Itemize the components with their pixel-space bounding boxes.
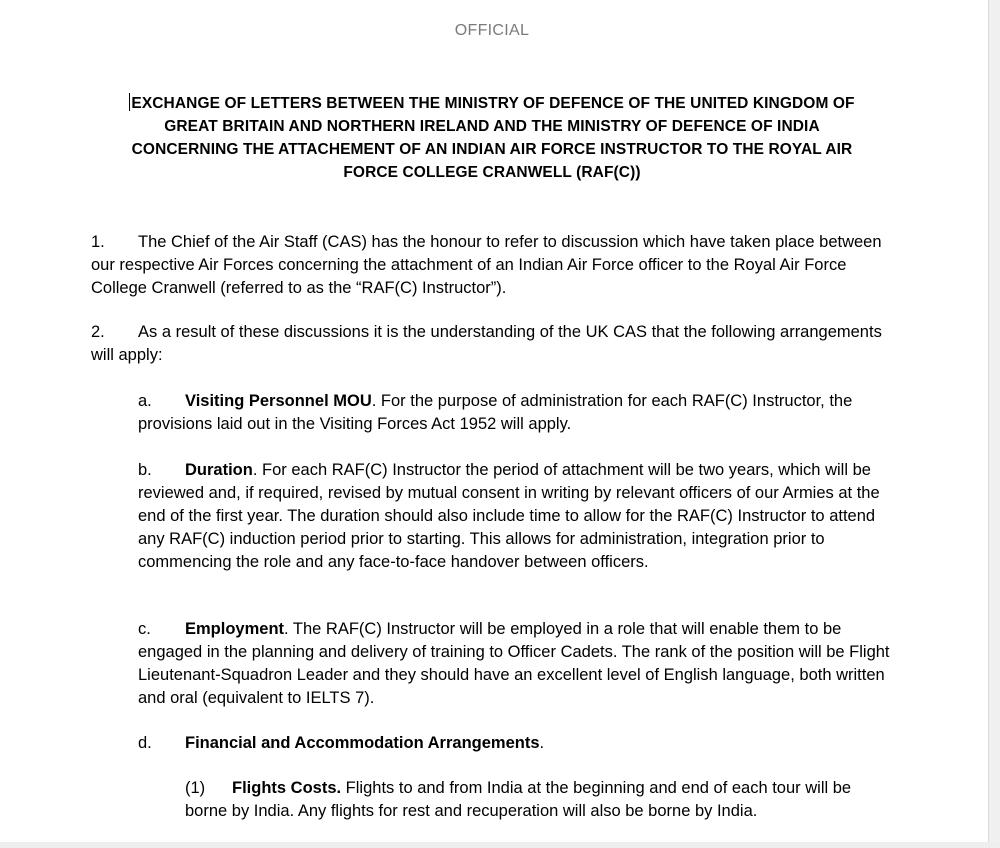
paragraph-text: As a result of these discussions it is the understanding of the UK CAS that the following arrangements will apply: xyxy=(91,323,882,364)
vertical-scrollbar[interactable] xyxy=(989,0,1000,848)
page-gap xyxy=(0,842,1000,848)
subparagraph-letter: b. xyxy=(138,461,152,479)
paragraph-text: The Chief of the Air Staff (CAS) has the honour to refer to discussion which have taken place between our respective Air Forces concerning the attachment of an Indian Air Force officer to the Royal Air Force College Cranwell (referred to as the “RAF(C) Instructor”). xyxy=(91,233,882,297)
subparagraph-letter: d. xyxy=(138,734,152,752)
subparagraph-d xyxy=(138,732,898,755)
subsubparagraph-text: Flights to and from India at the beginning and end of each tour will be borne by India. Any flights for rest and recuperation will also be borne by India. xyxy=(185,779,852,820)
subparagraph-a xyxy=(138,390,898,436)
subparagraph-text: . For the purpose of administration for each RAF(C) Instructor, the provisions laid out in the Visiting Forces Act 1952 will apply. xyxy=(138,392,853,433)
subsubparagraph-number: (1) xyxy=(185,779,206,797)
subsubparagraph-heading: Flights Costs. xyxy=(232,779,342,797)
subparagraph-b xyxy=(138,459,898,574)
subparagraph-text: . xyxy=(539,734,545,752)
document-title[interactable] xyxy=(110,92,874,184)
paragraph-2 xyxy=(91,321,901,367)
paragraph-1 xyxy=(91,231,901,300)
subparagraph-heading: Financial and Accommodation Arrangements xyxy=(185,734,540,752)
subparagraph-text: . For each RAF(C) Instructor the period of attachment will be two years, which will be reviewed and, if required, revised by mutual consent in writing by relevant officers of our Armies at the end of the first year. The duration should also include time to allow for the RAF(C) Instructor to attend any RAF(C) induction period prior to starting. This allows for administration, integration prior to commencing the role and any face-to-face handover between officers. xyxy=(138,461,880,571)
subparagraph-heading: Visiting Personnel MOU xyxy=(185,392,372,410)
paragraph-number: 2. xyxy=(91,323,105,341)
subparagraph-heading: Duration xyxy=(185,461,253,479)
classification-marking: OFFICIAL xyxy=(454,22,530,39)
subparagraph-heading: Employment xyxy=(185,620,285,638)
document-title-text: EXCHANGE OF LETTERS BETWEEN THE MINISTRY OF DEFENCE OF THE UNITED KINGDOM OF GREAT BRITAIN AND NORTHERN IRELAND AND THE MINISTRY OF DEFENCE OF INDIA CONCERNING THE ATTACHEMENT OF AN INDIAN AIR FORCE INSTRUCTOR TO THE ROYAL AIR FORCE COLLEGE CRANWELL (RAF(C)) xyxy=(131,95,855,181)
subparagraph-text: . The RAF(C) Instructor will be employed in a role that will enable them to be engaged in the planning and delivery of training to Officer Cadets. The rank of the position will be Flight Lieutenant-Squadron Leader and they should have an excellent level of English language, both written and oral (equivalent to IELTS 7). xyxy=(138,620,890,707)
paragraph-number: 1. xyxy=(91,233,105,251)
subparagraph-letter: a. xyxy=(138,392,152,410)
subsubparagraph-1 xyxy=(185,777,895,823)
subparagraph-letter: c. xyxy=(138,620,151,638)
subparagraph-c xyxy=(138,618,898,710)
